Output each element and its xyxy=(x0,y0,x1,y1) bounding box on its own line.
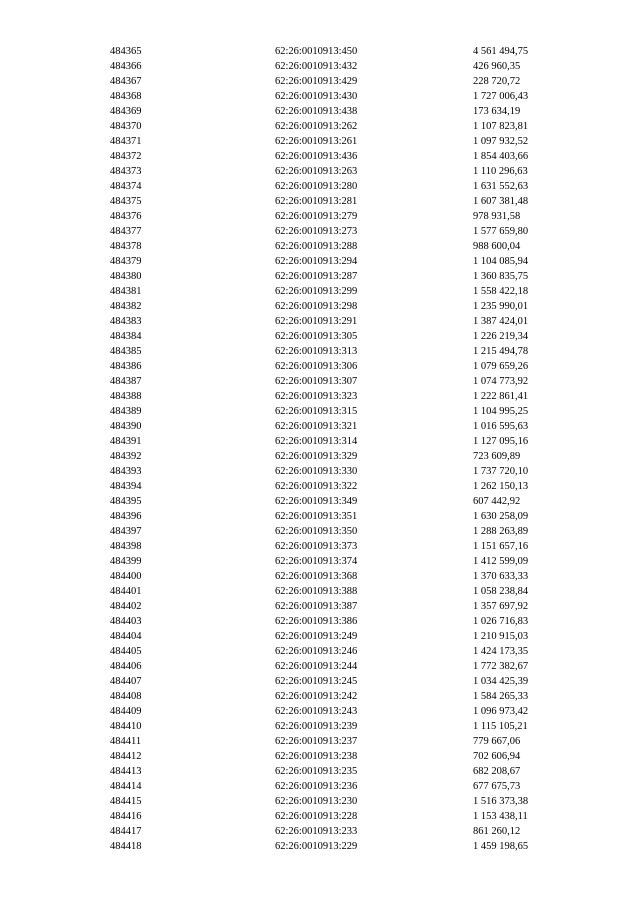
cadastral-value-cell: 1 262 150,13 xyxy=(473,481,529,492)
cadastral-number-cell: 62:26:0010913:238 xyxy=(275,751,358,762)
cadastral-value-cell: 1 058 238,84 xyxy=(473,586,529,597)
cadastral-number-cell: 62:26:0010913:438 xyxy=(275,106,358,117)
row-number-cell: 484378 xyxy=(110,241,142,252)
cadastral-number-cell: 62:26:0010913:239 xyxy=(275,721,358,732)
cadastral-value-cell: 1 153 438,11 xyxy=(473,811,528,822)
table-row xyxy=(110,104,593,119)
cadastral-value-cell: 682 208,67 xyxy=(473,766,521,777)
table-row xyxy=(110,194,593,209)
cadastral-number-cell: 62:26:0010913:373 xyxy=(275,541,358,552)
table-row xyxy=(110,749,593,764)
cadastral-value-cell: 1 577 659,80 xyxy=(473,226,529,237)
cadastral-number-cell: 62:26:0010913:432 xyxy=(275,61,358,72)
table-row xyxy=(110,254,593,269)
cadastral-number-cell: 62:26:0010913:350 xyxy=(275,526,358,537)
cadastral-value-cell: 1 079 659,26 xyxy=(473,361,529,372)
row-number-cell: 484377 xyxy=(110,226,142,237)
table-row xyxy=(110,524,593,539)
cadastral-number-cell: 62:26:0010913:229 xyxy=(275,841,358,852)
row-number-cell: 484416 xyxy=(110,811,142,822)
cadastral-value-cell: 1 222 861,41 xyxy=(473,391,529,402)
row-number-cell: 484386 xyxy=(110,361,142,372)
cadastral-number-cell: 62:26:0010913:368 xyxy=(275,571,358,582)
cadastral-value-cell: 1 097 932,52 xyxy=(473,136,529,147)
table-row xyxy=(110,314,593,329)
row-number-cell: 484415 xyxy=(110,796,142,807)
row-number-cell: 484372 xyxy=(110,151,142,162)
row-number-cell: 484387 xyxy=(110,376,142,387)
row-number-cell: 484404 xyxy=(110,631,142,642)
cadastral-value-cell: 1 558 422,18 xyxy=(473,286,529,297)
cadastral-number-cell: 62:26:0010913:298 xyxy=(275,301,358,312)
row-number-cell: 484393 xyxy=(110,466,142,477)
cadastral-value-cell: 1 584 265,33 xyxy=(473,691,529,702)
cadastral-number-cell: 62:26:0010913:450 xyxy=(275,46,358,57)
table-row xyxy=(110,689,593,704)
cadastral-value-cell: 1 424 173,35 xyxy=(473,646,529,657)
cadastral-number-cell: 62:26:0010913:230 xyxy=(275,796,358,807)
cadastral-value-cell: 1 034 425,39 xyxy=(473,676,529,687)
cadastral-value-cell: 1 226 219,34 xyxy=(473,331,529,342)
cadastral-value-cell: 1 357 697,92 xyxy=(473,601,529,612)
cadastral-number-cell: 62:26:0010913:305 xyxy=(275,331,358,342)
cadastral-number-cell: 62:26:0010913:262 xyxy=(275,121,358,132)
row-number-cell: 484374 xyxy=(110,181,142,192)
row-number-cell: 484388 xyxy=(110,391,142,402)
cadastral-number-cell: 62:26:0010913:330 xyxy=(275,466,358,477)
cadastral-number-cell: 62:26:0010913:263 xyxy=(275,166,358,177)
table-row xyxy=(110,224,593,239)
cadastral-value-cell: 1 412 599,09 xyxy=(473,556,529,567)
row-number-cell: 484400 xyxy=(110,571,142,582)
table-row xyxy=(110,614,593,629)
cadastral-number-cell: 62:26:0010913:237 xyxy=(275,736,358,747)
cadastral-value-cell: 1 631 552,63 xyxy=(473,181,529,192)
row-number-cell: 484418 xyxy=(110,841,142,852)
row-number-cell: 484403 xyxy=(110,616,142,627)
row-number-cell: 484375 xyxy=(110,196,142,207)
table-row xyxy=(110,779,593,794)
cadastral-number-cell: 62:26:0010913:291 xyxy=(275,316,358,327)
cadastral-number-cell: 62:26:0010913:388 xyxy=(275,586,358,597)
row-number-cell: 484412 xyxy=(110,751,142,762)
cadastral-number-cell: 62:26:0010913:321 xyxy=(275,421,358,432)
row-number-cell: 484409 xyxy=(110,706,142,717)
row-number-cell: 484392 xyxy=(110,451,142,462)
table-row xyxy=(110,494,593,509)
row-number-cell: 484379 xyxy=(110,256,142,267)
table-row xyxy=(110,419,593,434)
cadastral-value-cell: 1 607 381,48 xyxy=(473,196,529,207)
cadastral-number-cell: 62:26:0010913:273 xyxy=(275,226,358,237)
table-row xyxy=(110,644,593,659)
row-number-cell: 484389 xyxy=(110,406,142,417)
cadastral-value-cell: 1 459 198,65 xyxy=(473,841,529,852)
cadastral-value-cell: 1 854 403,66 xyxy=(473,151,529,162)
table-row xyxy=(110,134,593,149)
row-number-cell: 484373 xyxy=(110,166,142,177)
cadastral-number-cell: 62:26:0010913:307 xyxy=(275,376,358,387)
row-number-cell: 484385 xyxy=(110,346,142,357)
cadastral-number-cell: 62:26:0010913:244 xyxy=(275,661,358,672)
cadastral-value-cell: 173 634,19 xyxy=(473,106,521,117)
table-row xyxy=(110,389,593,404)
cadastral-number-cell: 62:26:0010913:235 xyxy=(275,766,358,777)
cadastral-value-cell: 1 360 835,75 xyxy=(473,271,529,282)
table-row xyxy=(110,119,593,134)
table-row xyxy=(110,59,593,74)
table-row xyxy=(110,809,593,824)
row-number-cell: 484405 xyxy=(110,646,142,657)
cadastral-number-cell: 62:26:0010913:374 xyxy=(275,556,358,567)
cadastral-value-cell: 1 210 915,03 xyxy=(473,631,529,642)
cadastral-number-cell: 62:26:0010913:280 xyxy=(275,181,358,192)
cadastral-value-cell: 426 960,35 xyxy=(473,61,521,72)
table-body xyxy=(110,44,593,854)
cadastral-number-cell: 62:26:0010913:322 xyxy=(275,481,358,492)
table-row xyxy=(110,209,593,224)
row-number-cell: 484408 xyxy=(110,691,142,702)
cadastral-number-cell: 62:26:0010913:228 xyxy=(275,811,358,822)
row-number-cell: 484410 xyxy=(110,721,142,732)
cadastral-number-cell: 62:26:0010913:243 xyxy=(275,706,358,717)
table-row xyxy=(110,569,593,584)
table-row xyxy=(110,374,593,389)
cadastral-number-cell: 62:26:0010913:436 xyxy=(275,151,358,162)
cadastral-number-cell: 62:26:0010913:236 xyxy=(275,781,358,792)
table-row xyxy=(110,89,593,104)
cadastral-number-cell: 62:26:0010913:323 xyxy=(275,391,358,402)
cadastral-value-cell: 1 288 263,89 xyxy=(473,526,529,537)
table-row xyxy=(110,239,593,254)
row-number-cell: 484383 xyxy=(110,316,142,327)
row-number-cell: 484366 xyxy=(110,61,142,72)
cadastral-number-cell: 62:26:0010913:313 xyxy=(275,346,358,357)
cadastral-value-table xyxy=(110,44,593,854)
table-row xyxy=(110,704,593,719)
table-row xyxy=(110,464,593,479)
row-number-cell: 484394 xyxy=(110,481,142,492)
row-number-cell: 484376 xyxy=(110,211,142,222)
table-row xyxy=(110,629,593,644)
cadastral-number-cell: 62:26:0010913:349 xyxy=(275,496,358,507)
row-number-cell: 484380 xyxy=(110,271,142,282)
cadastral-number-cell: 62:26:0010913:281 xyxy=(275,196,358,207)
table-row xyxy=(110,584,593,599)
row-number-cell: 484398 xyxy=(110,541,142,552)
cadastral-number-cell: 62:26:0010913:430 xyxy=(275,91,358,102)
cadastral-value-cell: 1 215 494,78 xyxy=(473,346,529,357)
table-row xyxy=(110,659,593,674)
table-row xyxy=(110,299,593,314)
table-row xyxy=(110,404,593,419)
cadastral-value-cell: 978 931,58 xyxy=(473,211,521,222)
table-row xyxy=(110,599,593,614)
row-number-cell: 484365 xyxy=(110,46,142,57)
table-row xyxy=(110,764,593,779)
table-row xyxy=(110,44,593,59)
row-number-cell: 484370 xyxy=(110,121,142,132)
cadastral-value-cell: 1 104 085,94 xyxy=(473,256,529,267)
cadastral-number-cell: 62:26:0010913:329 xyxy=(275,451,358,462)
cadastral-value-cell: 1 115 105,21 xyxy=(473,721,528,732)
cadastral-number-cell: 62:26:0010913:351 xyxy=(275,511,358,522)
cadastral-value-cell: 1 370 633,33 xyxy=(473,571,529,582)
cadastral-number-cell: 62:26:0010913:261 xyxy=(275,136,358,147)
table-row xyxy=(110,149,593,164)
table-row xyxy=(110,794,593,809)
row-number-cell: 484369 xyxy=(110,106,142,117)
table-row xyxy=(110,179,593,194)
cadastral-value-cell: 779 667,06 xyxy=(473,736,521,747)
cadastral-number-cell: 62:26:0010913:279 xyxy=(275,211,358,222)
cadastral-number-cell: 62:26:0010913:299 xyxy=(275,286,358,297)
cadastral-value-cell: 1 387 424,01 xyxy=(473,316,529,327)
cadastral-value-cell: 4 561 494,75 xyxy=(473,46,529,57)
row-number-cell: 484397 xyxy=(110,526,142,537)
cadastral-value-cell: 988 600,04 xyxy=(473,241,521,252)
cadastral-value-cell: 723 609,89 xyxy=(473,451,521,462)
cadastral-number-cell: 62:26:0010913:315 xyxy=(275,406,358,417)
cadastral-number-cell: 62:26:0010913:246 xyxy=(275,646,358,657)
row-number-cell: 484399 xyxy=(110,556,142,567)
cadastral-value-cell: 1 107 823,81 xyxy=(473,121,529,132)
table-row xyxy=(110,359,593,374)
row-number-cell: 484407 xyxy=(110,676,142,687)
cadastral-value-cell: 1 104 995,25 xyxy=(473,406,529,417)
row-number-cell: 484414 xyxy=(110,781,142,792)
row-number-cell: 484368 xyxy=(110,91,142,102)
cadastral-value-cell: 1 096 973,42 xyxy=(473,706,529,717)
row-number-cell: 484406 xyxy=(110,661,142,672)
cadastral-value-cell: 1 516 373,38 xyxy=(473,796,529,807)
table-row xyxy=(110,839,593,854)
cadastral-value-cell: 702 606,94 xyxy=(473,751,521,762)
table-row xyxy=(110,449,593,464)
cadastral-value-cell: 1 772 382,67 xyxy=(473,661,529,672)
row-number-cell: 484384 xyxy=(110,331,142,342)
row-number-cell: 484401 xyxy=(110,586,142,597)
cadastral-value-cell: 1 235 990,01 xyxy=(473,301,529,312)
row-number-cell: 484390 xyxy=(110,421,142,432)
cadastral-value-cell: 607 442,92 xyxy=(473,496,521,507)
row-number-cell: 484417 xyxy=(110,826,142,837)
cadastral-number-cell: 62:26:0010913:287 xyxy=(275,271,358,282)
cadastral-number-cell: 62:26:0010913:386 xyxy=(275,616,358,627)
table-row xyxy=(110,539,593,554)
cadastral-value-cell: 861 260,12 xyxy=(473,826,521,837)
table-row xyxy=(110,509,593,524)
table-row xyxy=(110,344,593,359)
cadastral-number-cell: 62:26:0010913:429 xyxy=(275,76,358,87)
table-row xyxy=(110,824,593,839)
table-row xyxy=(110,269,593,284)
row-number-cell: 484381 xyxy=(110,286,142,297)
row-number-cell: 484391 xyxy=(110,436,142,447)
row-number-cell: 484413 xyxy=(110,766,142,777)
cadastral-number-cell: 62:26:0010913:233 xyxy=(275,826,358,837)
table-row xyxy=(110,734,593,749)
row-number-cell: 484411 xyxy=(110,736,142,747)
cadastral-number-cell: 62:26:0010913:288 xyxy=(275,241,358,252)
table-row xyxy=(110,74,593,89)
row-number-cell: 484395 xyxy=(110,496,142,507)
cadastral-number-cell: 62:26:0010913:245 xyxy=(275,676,358,687)
cadastral-number-cell: 62:26:0010913:314 xyxy=(275,436,358,447)
cadastral-number-cell: 62:26:0010913:249 xyxy=(275,631,358,642)
cadastral-value-cell: 1 074 773,92 xyxy=(473,376,529,387)
cadastral-number-cell: 62:26:0010913:294 xyxy=(275,256,358,267)
cadastral-value-cell: 1 630 258,09 xyxy=(473,511,529,522)
cadastral-value-cell: 1 151 657,16 xyxy=(473,541,529,552)
table-row xyxy=(110,674,593,689)
table-row xyxy=(110,329,593,344)
cadastral-value-cell: 1 737 720,10 xyxy=(473,466,529,477)
row-number-cell: 484396 xyxy=(110,511,142,522)
cadastral-value-cell: 677 675,73 xyxy=(473,781,521,792)
row-number-cell: 484371 xyxy=(110,136,142,147)
table-row xyxy=(110,284,593,299)
cadastral-value-cell: 1 026 716,83 xyxy=(473,616,529,627)
cadastral-value-cell: 1 016 595,63 xyxy=(473,421,529,432)
cadastral-value-cell: 1 727 006,43 xyxy=(473,91,529,102)
row-number-cell: 484402 xyxy=(110,601,142,612)
table-row xyxy=(110,164,593,179)
cadastral-number-cell: 62:26:0010913:306 xyxy=(275,361,358,372)
cadastral-number-cell: 62:26:0010913:242 xyxy=(275,691,358,702)
cadastral-value-cell: 1 110 296,63 xyxy=(473,166,528,177)
row-number-cell: 484367 xyxy=(110,76,142,87)
table-row xyxy=(110,479,593,494)
row-number-cell: 484382 xyxy=(110,301,142,312)
cadastral-number-cell: 62:26:0010913:387 xyxy=(275,601,358,612)
cadastral-value-cell: 228 720,72 xyxy=(473,76,521,87)
table-row xyxy=(110,719,593,734)
table-row xyxy=(110,554,593,569)
cadastral-value-cell: 1 127 095,16 xyxy=(473,436,529,447)
table-row xyxy=(110,434,593,449)
